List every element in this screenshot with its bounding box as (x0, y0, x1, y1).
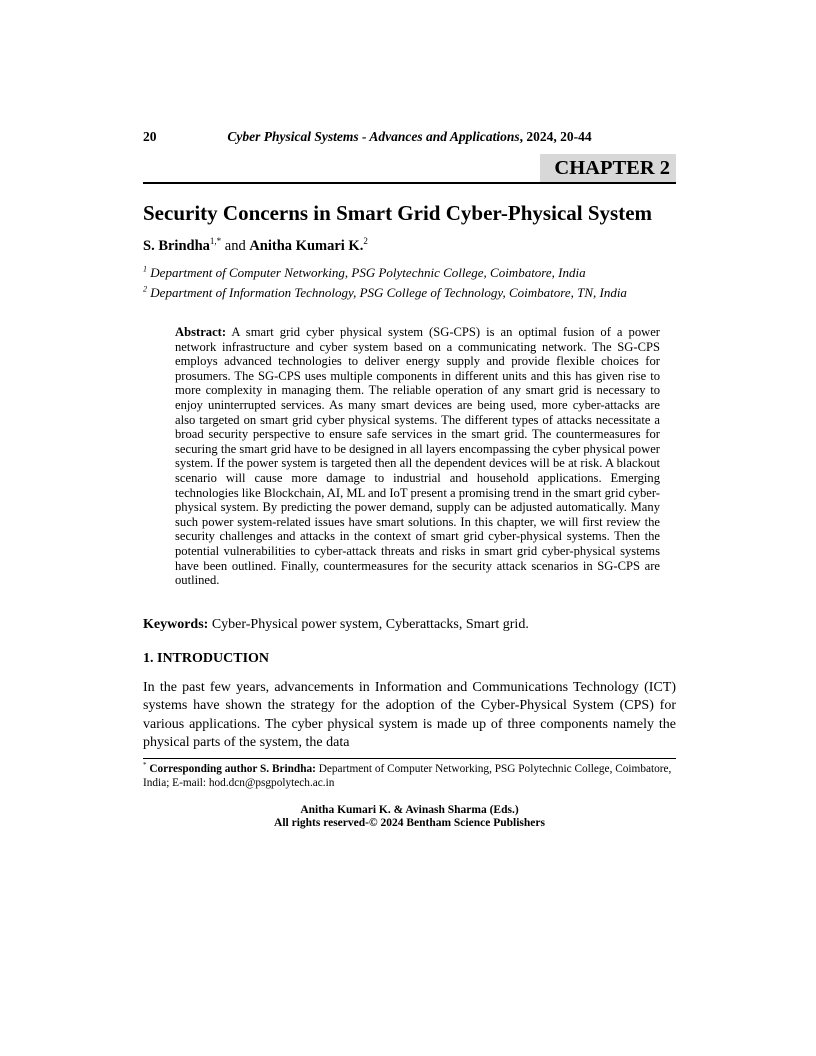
running-header (143, 129, 676, 144)
affiliation-1-superscript: 1 (143, 264, 148, 274)
editors-line: Anitha Kumari K. & Avinash Sharma (Eds.) (300, 803, 519, 816)
chapter-badge: CHAPTER 2 (540, 154, 676, 182)
affiliation-1-text: Department of Computer Networking, PSG Polytechnic College, Coimbatore, India (147, 265, 586, 280)
author-2-superscript: 2 (363, 236, 368, 247)
affiliation-2-superscript: 2 (143, 284, 148, 294)
affiliations (143, 263, 676, 303)
keywords-label: Keywords: (143, 616, 209, 632)
affiliation-2 (143, 283, 676, 303)
abstract-text: A smart grid cyber physical system (SG-CPS) is an optimal fusion of a power network infrastructure and cyber system based on a communicating network. The SG-CPS employs advanced technologies to deliver energy supply and provide flexible choices for prosumers. The SG-CPS uses multiple components in different units and this has given rise to more complexity in managing them. The reliable operation of any smart grid is necessary to enjoy uninterrupted services. As many smart devices are being used, more cyber-attacks are also targeted on smart grid cyber physical systems. The different types of attacks necessitate a broad security perspective to ensure safe services in the smart grid. The countermeasures for securing the smart grid have to be designed in all layers encompassing the cyber physical power system. If the power system is targeted then all the dependent devices will be at risk. A blackout scenario will cause more damage to industrial and household applications. Emerging technologies like Blockchain, AI, ML and IoT present a promising trend in the smart grid cyber-physical system. By predicting the power demand, supply can be adjusted automatically. Many such power system-related issues have smart solutions. In this chapter, we will first review the security challenges and attacks in the context of smart grid cyber-physical systems. Then the potential vulnerabilities to cyber-attack threats and risks in smart grid cyber-physical systems have been outlined. Finally, countermeasures for the security attack scenarios in SG-CPS are outlined. (175, 325, 660, 588)
running-title: Cyber Physical Systems - Advances and Applications (227, 129, 520, 144)
authors-connector: and (221, 238, 250, 254)
corresponding-author-footnote (143, 763, 676, 790)
chapter-title: Security Concerns in Smart Grid Cyber-Physical System (143, 201, 653, 225)
copyright-line: All rights reserved-© 2024 Bentham Science Publishers (274, 817, 545, 830)
footnote-bold-text: Corresponding author S. Brindha: (146, 763, 316, 776)
affiliation-2-text: Department of Information Technology, PSG College of Technology, Coimbatore, TN, India (147, 285, 627, 300)
footnote-asterisk: * (143, 761, 147, 770)
keywords-line (143, 616, 676, 633)
section-heading-introduction: 1. INTRODUCTION (143, 650, 270, 666)
page-content (143, 0, 676, 831)
running-title-suffix: , 2024, 20-44 (519, 129, 592, 144)
authors-line (143, 237, 676, 255)
affiliation-1 (143, 263, 676, 283)
introduction-paragraph: In the past few years, advancements in Information and Communications Technology (ICT) systems have shown the strategy for the adoption of the Cyber-Physical System (CPS) for various applications. The cyber physical system is made up of three components namely the physical parts of the system, the data (143, 679, 676, 750)
abstract-label: Abstract: (175, 325, 227, 339)
keywords-text: Cyber-Physical power system, Cyberattacks, Smart grid. (208, 616, 529, 632)
page-number: 20 (143, 129, 157, 144)
footnote-text: Department of Computer Networking, PSG Polytechnic College, Coimbatore, India; E-mail: hod.dcn@psgpolytech.ac.in (143, 763, 672, 789)
chapter-rule (143, 154, 676, 184)
author-2: Anitha Kumari K. (249, 238, 364, 254)
abstract-paragraph (175, 325, 660, 588)
publisher-credits (143, 804, 676, 832)
author-1-superscript: 1,* (209, 236, 222, 247)
footnote-rule (143, 758, 676, 759)
author-1: S. Brindha (143, 238, 210, 254)
